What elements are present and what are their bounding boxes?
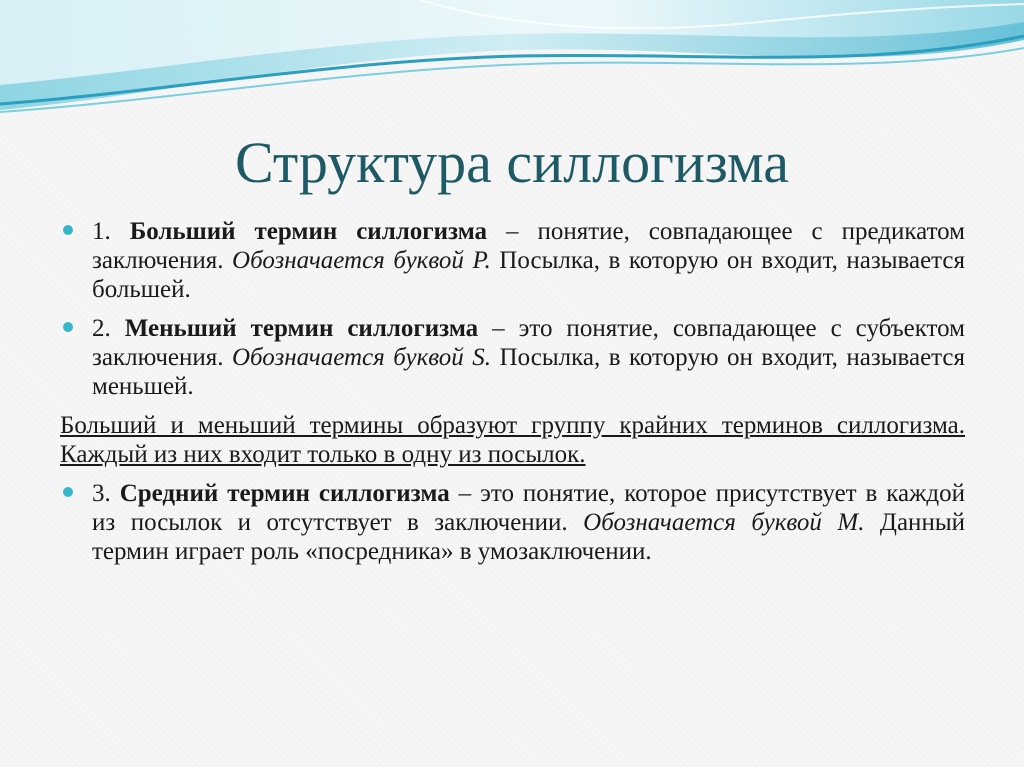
slide-content: [60, 217, 965, 576]
list-item-middle-term: [60, 479, 965, 566]
term-name: Меньший термин силлогизма: [124, 315, 479, 342]
term-notation: Обозначается буквой P.: [232, 247, 491, 274]
term-definition: – это понятие, совпадающее с субъектом заключения.: [92, 315, 965, 371]
term-premise: Посылка, в которую он входит, называется большей.: [92, 247, 965, 303]
item-number: 1.: [92, 218, 130, 245]
list-item-major-term: [60, 217, 965, 304]
list-item-minor-term: [60, 314, 965, 401]
term-definition: – понятие, совпадающее с предикатом заключения.: [92, 218, 966, 274]
bullet-dot-icon: [63, 487, 73, 497]
extreme-terms-note: Больший и меньший термины образуют группу крайних терминов силлогизма. Каждый из них входит только в одну из посылок.: [60, 412, 965, 468]
term-name: Средний термин силлогизма: [119, 480, 450, 507]
slide-title: Структура силлогизма: [234, 130, 790, 195]
term-notation: Обозначается буквой M.: [583, 509, 865, 536]
decorative-waves: [0, 0, 1024, 130]
term-premise: Данный термин играет роль «посредника» в умозаключении.: [92, 509, 965, 565]
item-number: 3.: [92, 480, 120, 507]
term-definition: – это понятие, которое присутствует в каждой из посылок и отсутствует в заключении.: [92, 480, 966, 536]
term-name: Больший термин силлогизма: [129, 218, 488, 245]
bullet-dot-icon: [63, 322, 73, 332]
term-premise: Посылка, в которую он входит, называется меньшей.: [92, 344, 966, 400]
item-number: 2.: [92, 315, 125, 342]
term-notation: Обозначается буквой S.: [232, 344, 492, 371]
bullet-dot-icon: [63, 225, 73, 235]
